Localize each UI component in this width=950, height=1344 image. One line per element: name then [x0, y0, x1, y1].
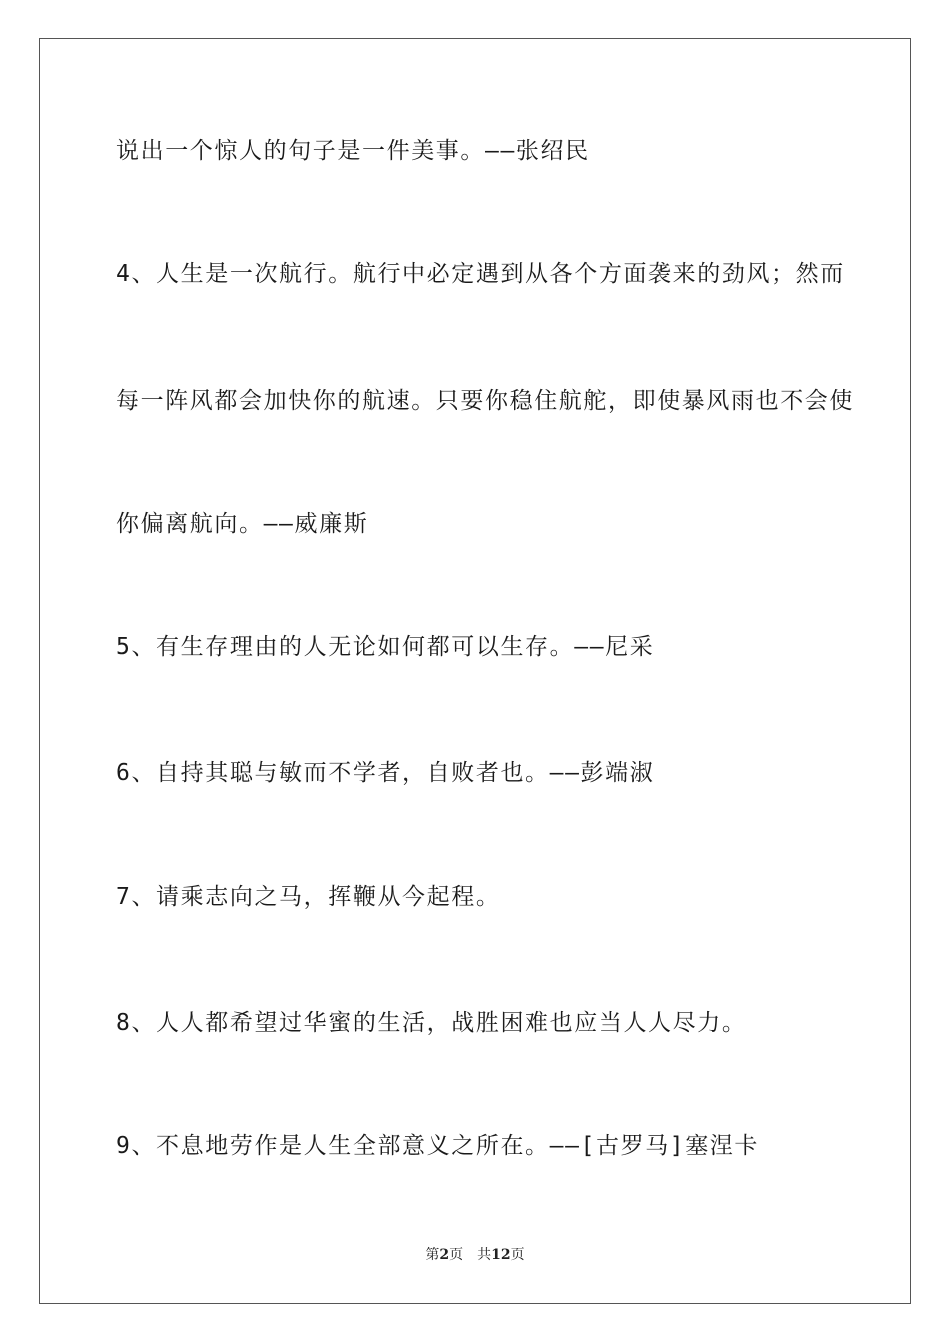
text-line-1: 说出一个惊人的句子是一件美事。——张绍民 — [116, 138, 590, 164]
page-border — [39, 38, 911, 1304]
text-line-2: 4、人生是一次航行。航行中必定遇到从各个方面袭来的劲风；然而 — [116, 261, 845, 287]
page-footer — [0, 1245, 950, 1265]
total-prefix: 共 — [477, 1247, 492, 1263]
total-pages: 12 — [491, 1247, 511, 1263]
page-number: 2 — [439, 1247, 450, 1263]
total-suffix: 页 — [510, 1247, 525, 1263]
text-line-6: 6、自持其聪与敏而不学者，自败者也。——彭端淑 — [116, 760, 655, 786]
page-suffix: 页 — [449, 1247, 464, 1263]
text-line-9: 9、不息地劳作是人生全部意义之所在。——[古罗马]塞涅卡 — [116, 1133, 760, 1159]
text-line-3: 每一阵风都会加快你的航速。只要你稳住航舵，即使暴风雨也不会使 — [116, 388, 854, 414]
text-line-8: 8、人人都希望过华蜜的生活，战胜困难也应当人人尽力。 — [116, 1010, 747, 1036]
page-prefix: 第 — [425, 1247, 440, 1263]
text-line-5: 5、有生存理由的人无论如何都可以生存。——尼采 — [116, 634, 655, 660]
text-line-4: 你偏离航向。——威廉斯 — [116, 511, 369, 537]
text-line-7: 7、请乘志向之马，挥鞭从今起程。 — [116, 884, 501, 910]
